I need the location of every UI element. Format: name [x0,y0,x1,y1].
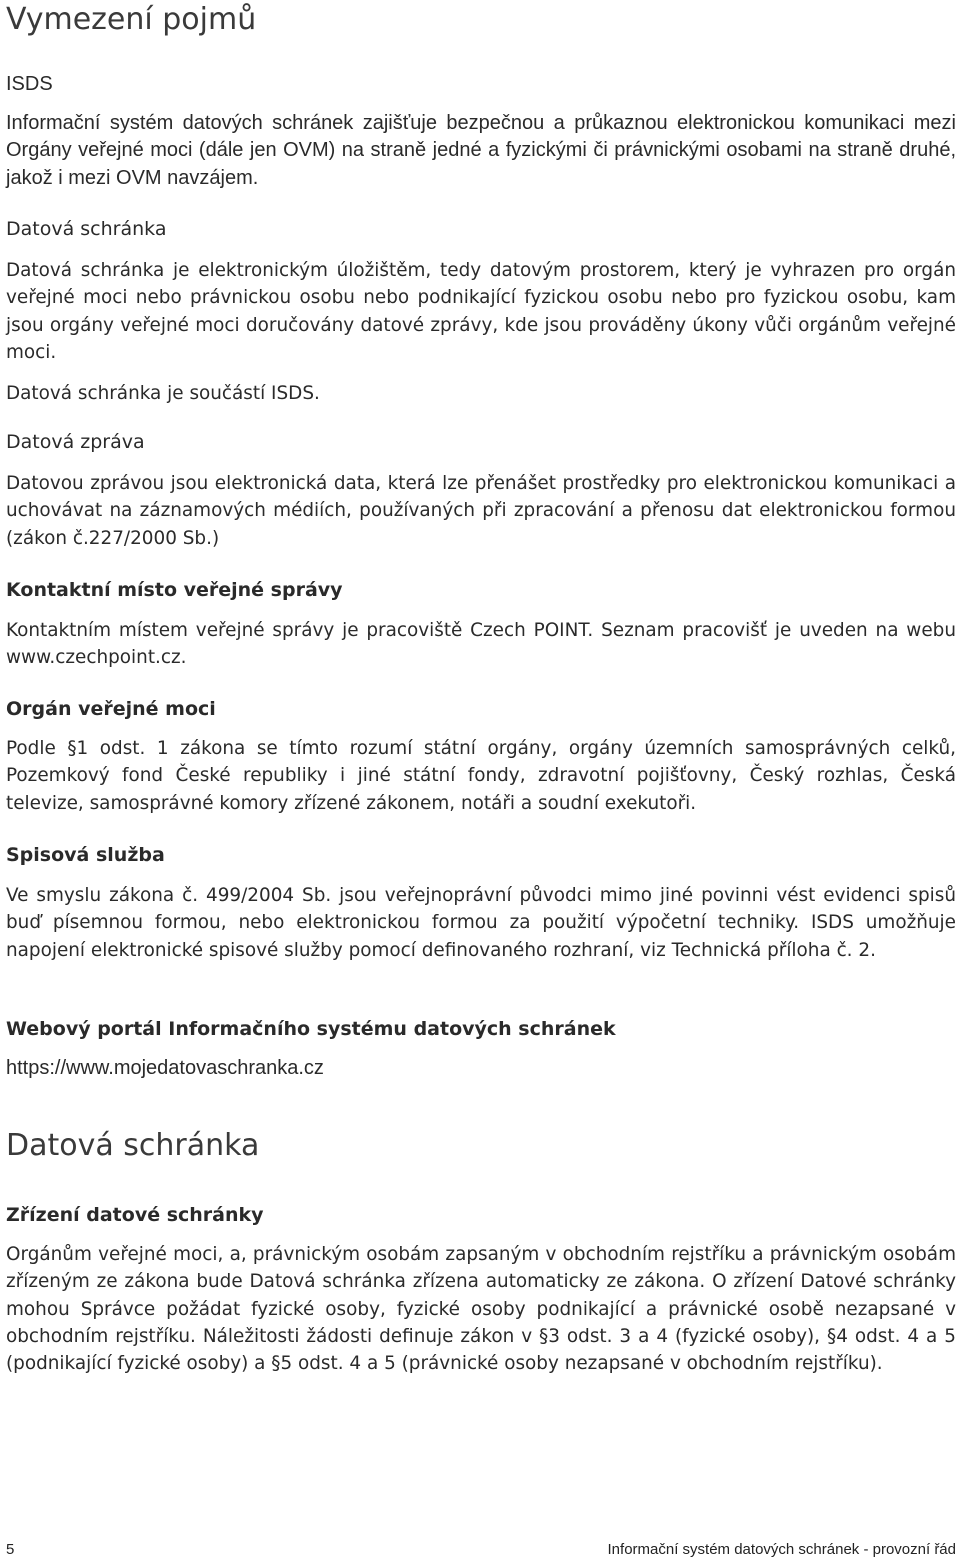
paragraph-isds: Informační systém datových schránek zajišťuje bezpečnou a průkaznou elektronickou komunikaci mezi Orgány veřejné moci (dále jen OVM) na straně jedné a fyzickými či právnickými osobami na straně druhé, jakož i mezi OVM navzájem. [6,112,956,189]
portal-url: https://www.mojedatovaschranka.cz [6,1057,324,1079]
paragraph-kontaktni-misto: Kontaktním místem veřejné správy je pracoviště Czech POINT. Seznam pracovišť je uveden na webu www.czechpoint.cz. [6,620,956,669]
section-title-vymezeni-pojmu: Vymezení pojmů [6,2,257,37]
heading-datova-schranka: Datová schránka [6,218,167,240]
document-page [6,0,956,1564]
section-title-datova-schranka: Datová schránka [6,1128,260,1163]
paragraph-spisova-sluzba: Ve smyslu zákona č. 499/2004 Sb. jsou veřejnoprávní původci mimo jiné povinni vést evidenci spisů buď písemnou formou, nebo elektronickou formou za použití výpočetní techniky. ISDS umožňuje napojení elektronické spisové služby pomocí definovaného rozhraní, viz Technická příloha č. 2. [6,885,956,961]
heading-isds: ISDS [6,73,53,95]
heading-webovy-portal: Webový portál Informačního systému datových schránek [6,1018,616,1040]
paragraph-datova-schranka-isds: Datová schránka je součástí ISDS. [6,383,320,404]
paragraph-datova-zprava: Datovou zprávou jsou elektronická data, která lze přenášet prostředky pro elektronickou komunikaci a uchovávat na záznamových médiích, používaných při zpracování a přenosu dat elektronickou formou (zákon č.227/2000 Sb.) [6,473,956,549]
heading-spisova-sluzba: Spisová služba [6,844,165,866]
footer-document-title: Informační systém datových schránek - provozní řád [607,1541,956,1558]
paragraph-zrizeni-datove-schranky: Orgánům veřejné moci, a, právnickým osobám zapsaným v obchodním rejstříku a právnickým osobám zřízeným ze zákona bude Datová schránka zřízena automaticky ze zákona. O zřízení Datové schránky mohou Správce požádat fyzické osoby, fyzické osoby podnikající a právnické osobě nezapsané v obchodním rejstříku. Náležitosti žádosti definuje zákon v §3 odst. 3 a 4 (fyzické osoby), §4 odst. 4 a 5 (podnikající fyzické osoby) a §5 odst. 4 a 5 (právnické osoby nezapsané v obchodním rejstříku). [6,1244,956,1375]
footer-page-number: 5 [6,1541,15,1558]
heading-zrizeni-datove-schranky: Zřízení datové schránky [6,1204,264,1226]
heading-datova-zprava: Datová zpráva [6,431,145,453]
paragraph-organ-verejne-moci: Podle §1 odst. 1 zákona se tímto rozumí státní orgány, orgány územních samosprávných celků, Pozemkový fond České republiky i jiné státní fondy, zdravotní pojišťovny, Český rozhlas, Česká televize, samosprávné komory zřízené zákonem, notáři a soudní exekutoři. [6,738,956,814]
heading-organ-verejne-moci: Orgán veřejné moci [6,698,216,720]
heading-kontaktni-misto: Kontaktní místo veřejné správy [6,579,343,601]
paragraph-datova-schranka: Datová schránka je elektronickým úložištěm, tedy datovým prostorem, který je vyhrazen pro orgán veřejné moci nebo právnickou osobu nebo podnikající fyzickou osobu nebo pro fyzickou osobu, kam jsou orgány veřejné moci doručovány datové zprávy, kde jsou prováděny úkony vůči orgánům veřejné moci. [6,260,956,363]
